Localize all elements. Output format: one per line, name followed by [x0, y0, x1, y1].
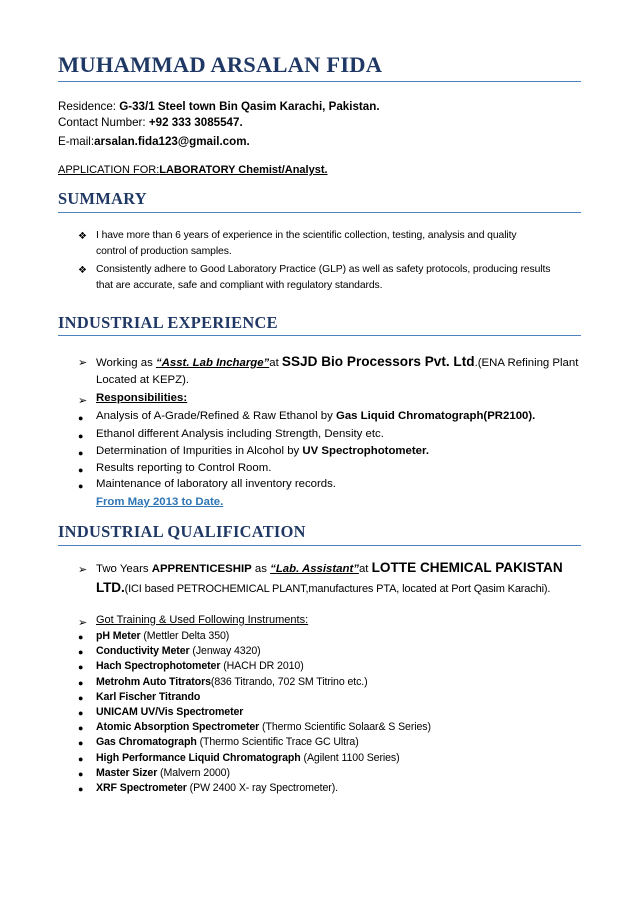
- instrument-detail: (PW 2400 X- ray Spectrometer).: [186, 782, 338, 794]
- responsibility-item: Ethanol different Analysis including Strength, Density etc.: [96, 428, 384, 440]
- diamond-bullet-icon: ❖: [78, 265, 87, 276]
- instrument-name: Hach Spectrophotometer: [96, 660, 221, 673]
- instrument-detail: (Thermo Scientific Solaar& S Series): [259, 721, 431, 734]
- instrument-name: UNICAM UV/Vis Spectrometer: [96, 706, 244, 718]
- dot-bullet-icon: ●: [78, 738, 84, 749]
- instrument-name: High Performance Liquid Chromatograph: [96, 751, 301, 764]
- instrument-item: [96, 752, 400, 764]
- residence-label: Residence:: [58, 100, 120, 113]
- responsibility-item: Results reporting to Control Room.: [96, 462, 272, 474]
- experience-heading: INDUSTRIAL EXPERIENCE: [58, 313, 278, 332]
- summary-item: I have more than 6 years of experience in the scientific collection, testing, analysis and quality control of production samples.: [96, 230, 517, 257]
- dot-bullet-icon: ●: [78, 431, 84, 441]
- dot-bullet-icon: ●: [78, 723, 84, 734]
- summary-heading: SUMMARY: [58, 189, 147, 208]
- application-line: [58, 164, 328, 176]
- responsibility-item: Determination of Impurities in Alcohol by UV Spectrophotometer.: [96, 445, 429, 457]
- email-value: arsalan.fida123@gmail.com.: [94, 135, 250, 148]
- dot-bullet-icon: ●: [78, 632, 84, 642]
- summary-divider: [58, 212, 581, 213]
- phone-value: +92 333 3085547.: [148, 116, 243, 129]
- application-label: APPLICATION FOR:: [58, 164, 160, 176]
- dot-bullet-icon: ●: [78, 662, 84, 673]
- application-value: LABORATORY Chemist/Analyst.: [159, 164, 328, 176]
- apprenticeship-line-2: LTD.(ICI based PETROCHEMICAL PLANT,manufactures PTA, located at Port Qasim Karachi).: [96, 580, 551, 595]
- dot-bullet-icon: ●: [78, 677, 84, 688]
- dot-bullet-icon: ●: [78, 753, 84, 764]
- instrument-name: Atomic Absorption Spectrometer: [96, 721, 260, 734]
- instrument-item: [96, 767, 230, 779]
- qualification-divider: [58, 545, 581, 546]
- instrument-name: pH Meter: [96, 630, 141, 642]
- instrument-name: Gas Chromatograph: [96, 736, 197, 749]
- instrument-item: [96, 721, 431, 733]
- instrument-name: XRF Spectrometer: [96, 782, 187, 794]
- instrument-name: Karl Fischer Titrando: [96, 690, 201, 703]
- responsibility-item: Analysis of A-Grade/Refined & Raw Ethanol by Gas Liquid Chromatograph(PR2100).: [96, 410, 536, 422]
- dot-bullet-icon: ●: [78, 768, 84, 779]
- summary-item: Consistently adhere to Good Laboratory Practice (GLP) as well as safety protocols, producing results that are accurate, safe and compliant with regulatory standards.: [96, 264, 551, 291]
- dot-bullet-icon: ●: [78, 708, 84, 718]
- dot-bullet-icon: ●: [78, 448, 84, 458]
- employment-dates: From May 2013 to Date.: [96, 496, 224, 508]
- instrument-item: [96, 630, 229, 642]
- instrument-name: Metrohm Auto Titrators: [96, 675, 211, 688]
- instrument-detail: (Jenway 4320): [189, 645, 261, 658]
- instrument-name: Conductivity Meter: [96, 645, 190, 658]
- dot-bullet-icon: ●: [78, 413, 84, 423]
- instrument-detail: (Malvern 2000): [157, 766, 230, 779]
- arrow-bullet-icon: ➢: [78, 357, 88, 369]
- instrument-item: [96, 660, 304, 672]
- instrument-detail: (836 Titrando, 702 SM Titrino etc.): [210, 675, 368, 688]
- applicant-name: MUHAMMAD ARSALAN FIDA: [58, 52, 383, 77]
- dot-bullet-icon: ●: [78, 481, 84, 491]
- apprentice-company: LOTTE CHEMICAL PAKISTAN: [371, 560, 563, 575]
- instrument-item: [96, 736, 359, 748]
- instrument-detail: (Agilent 1100 Series): [300, 751, 400, 764]
- experience-divider: [58, 335, 581, 336]
- instrument-detail: (Mettler Delta 350): [140, 630, 230, 642]
- residence-value: G-33/1 Steel town Bin Qasim Karachi, Pakistan.: [119, 100, 380, 113]
- dot-bullet-icon: ●: [78, 784, 84, 794]
- dot-bullet-icon: ●: [78, 692, 84, 703]
- apprenticeship-line: Two Years APPRENTICESHIP as “Lab. Assistant”at LOTTE CHEMICAL PAKISTAN: [96, 560, 563, 575]
- dot-bullet-icon: ●: [78, 465, 84, 475]
- name-divider: [58, 81, 581, 82]
- instrument-detail: (HACH DR 2010): [220, 660, 304, 673]
- job-location: Located at KEPZ).: [96, 374, 190, 386]
- apprentice-title: “Lab. Assistant”: [270, 563, 359, 575]
- job-title: “Asst. Lab Incharge”: [155, 357, 270, 369]
- email-line: [58, 135, 250, 148]
- responsibility-item: Maintenance of laboratory all inventory records.: [96, 478, 336, 490]
- responsibilities-label: Responsibilities:: [96, 392, 188, 404]
- diamond-bullet-icon: ❖: [78, 231, 87, 242]
- arrow-bullet-icon: ➢: [78, 564, 88, 576]
- instrument-item: [96, 782, 338, 794]
- phone-label: Contact Number:: [58, 116, 149, 129]
- instrument-item: [96, 645, 261, 657]
- dot-bullet-icon: ●: [78, 647, 84, 658]
- instrument-name: Master Sizer: [96, 766, 158, 779]
- instrument-detail: (Thermo Scientific Trace GC Ultra): [196, 736, 359, 749]
- current-job-line: Working as “Asst. Lab Incharge”at SSJD Bio Processors Pvt. Ltd.(ENA Refining Plant: [96, 354, 579, 369]
- email-label: E-mail:: [58, 135, 95, 148]
- instrument-item: [96, 691, 200, 703]
- qualification-heading: INDUSTRIAL QUALIFICATION: [58, 522, 306, 541]
- arrow-bullet-icon: ➢: [78, 395, 88, 407]
- training-label: Got Training & Used Following Instruments:: [96, 614, 309, 626]
- residence-line: [58, 100, 380, 113]
- instrument-item: [96, 676, 368, 688]
- instrument-item: [96, 706, 243, 718]
- company-name: SSJD Bio Processors Pvt. Ltd: [281, 354, 475, 369]
- arrow-bullet-icon: ➢: [78, 617, 88, 629]
- phone-line: [58, 116, 243, 129]
